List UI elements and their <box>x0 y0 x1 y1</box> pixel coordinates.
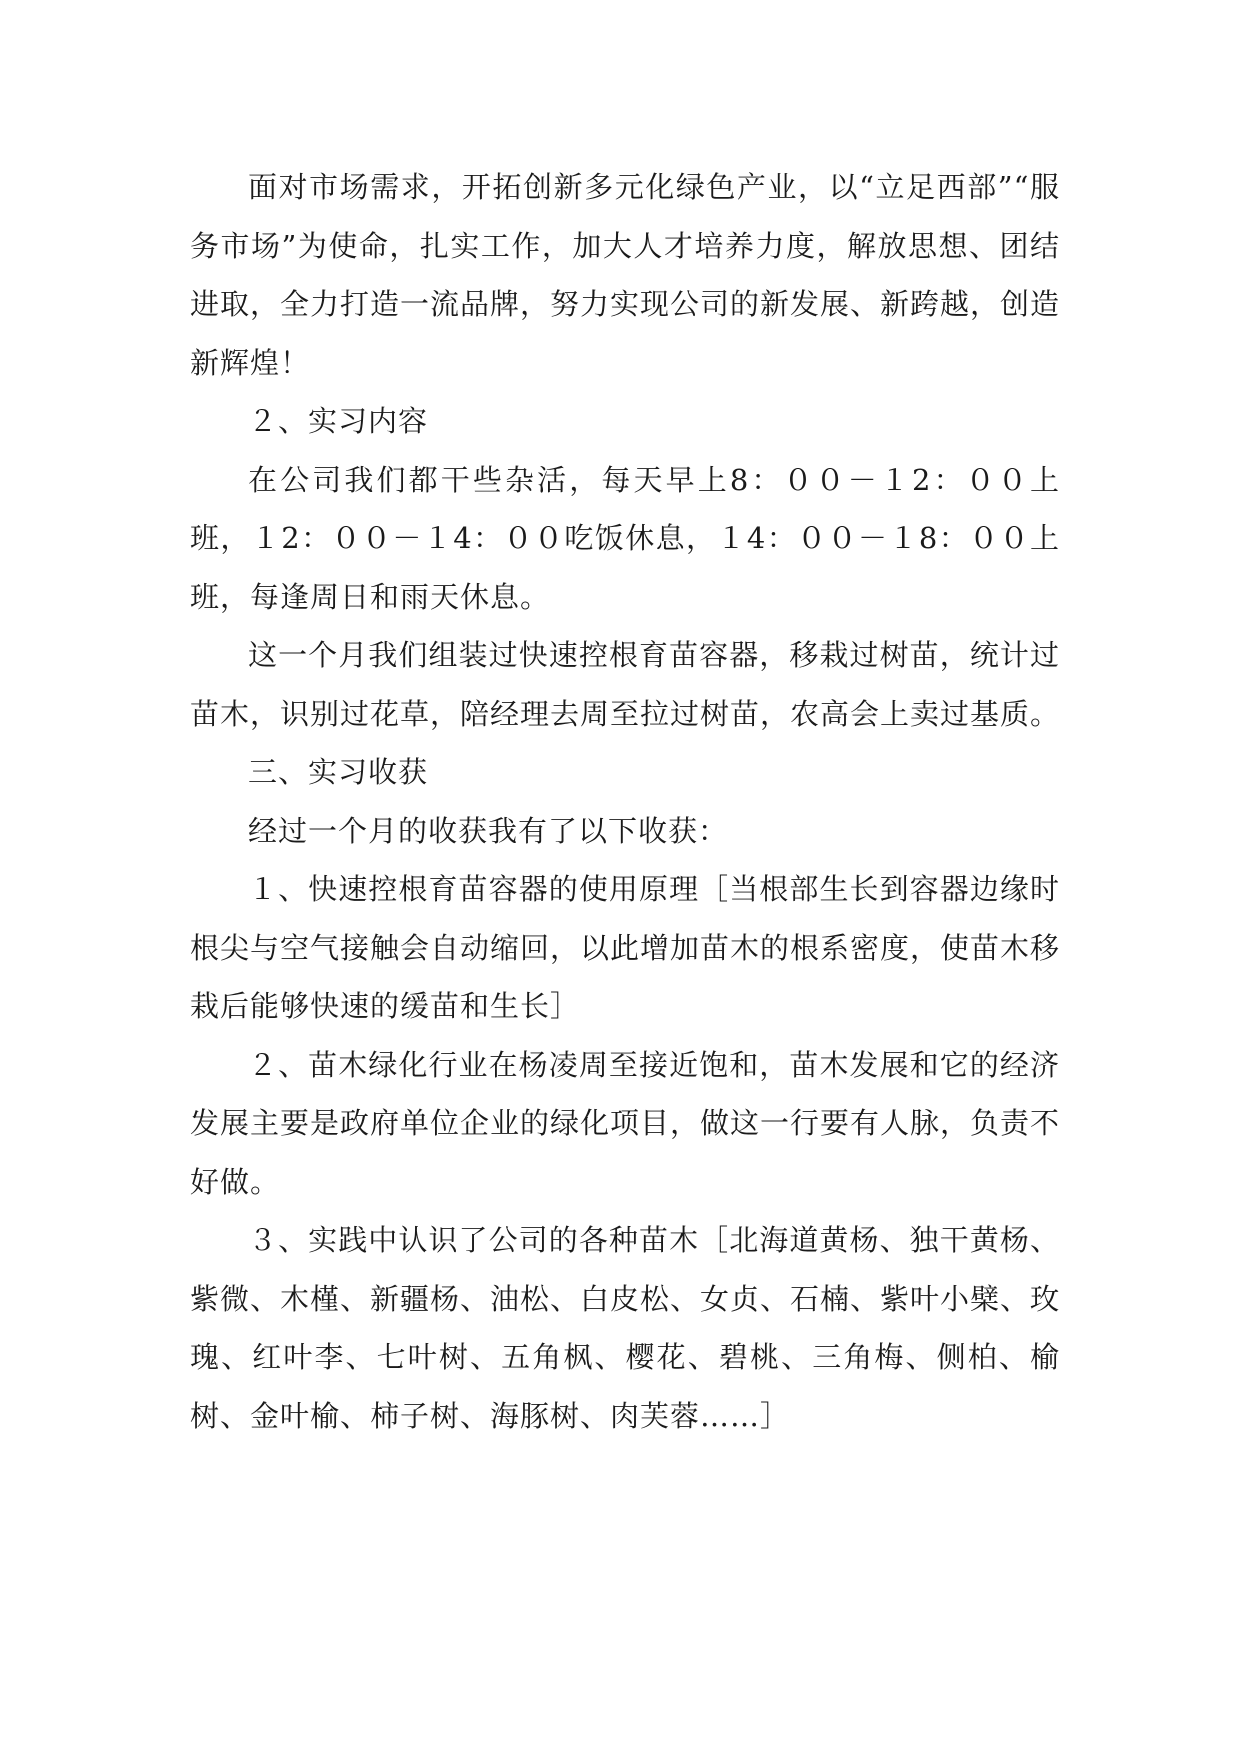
paragraph-gains-intro: 经过一个月的收获我有了以下收获： <box>248 813 729 848</box>
paragraph-gain-1: １、快速控根育苗容器的使用原理［当根部生长到容器边缘时根尖与空气接触会自动缩回，以此增加苗木的根系密度，使苗木移栽后能够快速的缓苗和生长］ <box>190 872 1061 1023</box>
paragraph-work-schedule: 在公司我们都干些杂活，每天早上8：００－１2：００上班，１2：００－１4：００吃饭休息，１4：００－１8：００上班，每逢周日和雨天休息。 <box>190 462 1060 614</box>
paragraph-gain-2: ２、苗木绿化行业在杨凌周至接近饱和，苗木发展和它的经济发展主要是政府单位企业的绿化项目，做这一行要有人脉，负责不好做。 <box>190 1047 1061 1199</box>
paragraph-mission: 面对市场需求，开拓创新多元化绿色产业，以“立足西部”“服务市场”为使命，扎实工作，加大人才培养力度，解放思想、团结进取，全力打造一流品牌，努力实现公司的新发展、新跨越，创造新辉煌！ <box>190 170 1061 380</box>
heading-internship-content: ２、实习内容 <box>248 404 429 438</box>
heading-internship-gains: 三、实习收获 <box>248 755 429 789</box>
paragraph-monthly-tasks: 这一个月我们组装过快速控根育苗容器，移栽过树苗，统计过苗木，识别过花草，陪经理去周至拉过树苗，农高会上卖过基质。 <box>190 638 1061 731</box>
document-body <box>190 158 1060 1445</box>
paragraph-gain-3: ３、实践中认识了公司的各种苗木［北海道黄杨、独干黄杨、紫微、木槿、新疆杨、油松、白皮松、女贞、石楠、紫叶小檗、玫瑰、红叶李、七叶树、五角枫、樱花、碧桃、三角梅、侧柏、榆树、金叶榆、柿子树、海豚树、肉芙蓉……］ <box>190 1223 1061 1433</box>
